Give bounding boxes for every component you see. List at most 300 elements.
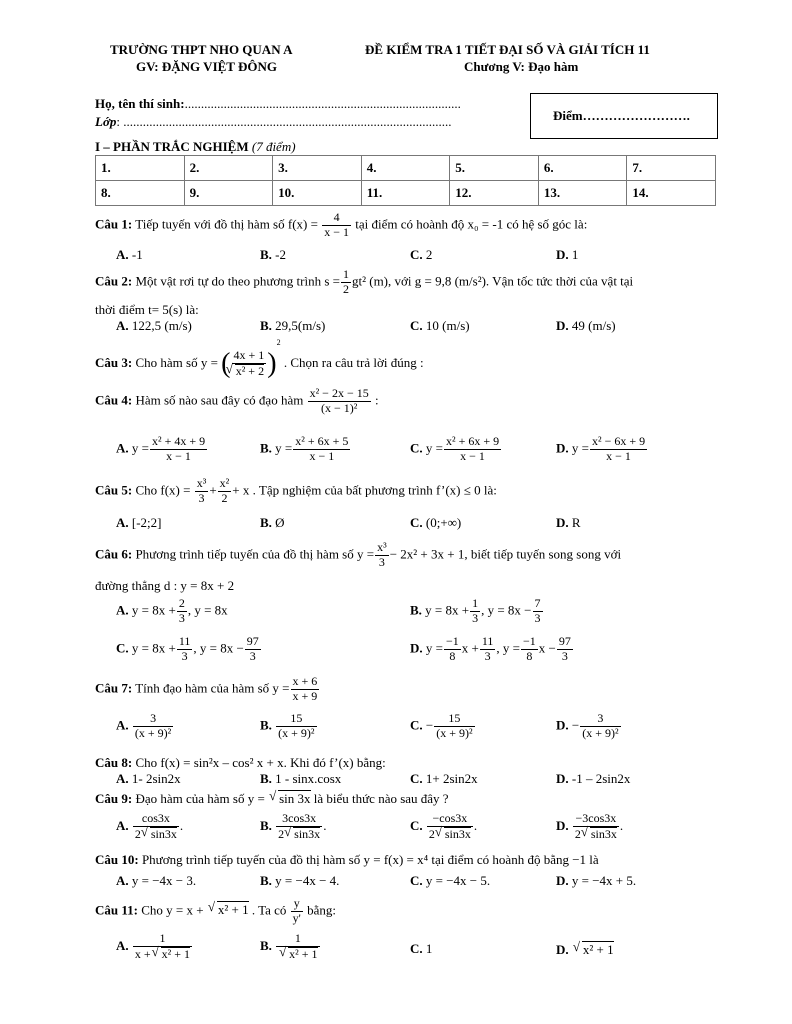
section-points: (7 điểm) bbox=[251, 139, 296, 154]
denominator: 3 bbox=[472, 610, 479, 625]
q1-option-d[interactable] bbox=[556, 247, 578, 263]
sqrt: √ sin 3x bbox=[278, 790, 310, 807]
question-text: Cho hàm số bbox=[135, 355, 198, 370]
answer-grid-row bbox=[96, 181, 716, 206]
option-text: y = −4x − 5. bbox=[425, 873, 491, 888]
question-text: Một vật rơi tự do theo phương trình bbox=[135, 273, 322, 289]
numerator: 15 bbox=[276, 712, 316, 727]
sqrt: √ x² + 1 bbox=[217, 901, 249, 918]
coefficient: 2 bbox=[278, 826, 285, 841]
denominator bbox=[133, 827, 179, 842]
question-text: biết tiếp tuyến song song với bbox=[470, 546, 622, 562]
option-lhs: y = bbox=[131, 440, 149, 456]
fraction bbox=[444, 635, 461, 664]
answer-grid bbox=[95, 155, 716, 206]
option-lhs: y = bbox=[275, 440, 293, 456]
question-label: Câu 8: bbox=[95, 755, 133, 770]
q11-option-c[interactable] bbox=[410, 941, 432, 957]
option-text: (0;+∞) bbox=[425, 515, 462, 530]
q11-option-a[interactable] bbox=[116, 932, 193, 962]
q4-option-a[interactable] bbox=[116, 435, 208, 464]
operator: + bbox=[209, 482, 217, 498]
fraction bbox=[133, 812, 179, 842]
q7-option-b[interactable] bbox=[260, 712, 318, 741]
fraction bbox=[245, 635, 261, 664]
question-5 bbox=[95, 477, 497, 506]
option-text: Ø bbox=[275, 515, 285, 530]
formula-lhs: y = bbox=[200, 355, 218, 370]
score-box bbox=[530, 93, 718, 139]
sqrt: √ x² + 2 bbox=[235, 364, 264, 379]
q8-option-b[interactable] bbox=[260, 771, 341, 787]
q1-option-a[interactable] bbox=[116, 247, 143, 263]
fraction bbox=[150, 435, 207, 464]
answer-cell[interactable]: 12. bbox=[450, 181, 539, 206]
numerator: x² − 2x − 15 bbox=[309, 386, 369, 400]
q8-option-a[interactable] bbox=[116, 771, 181, 787]
q10-option-d[interactable] bbox=[556, 873, 636, 889]
fraction bbox=[291, 675, 320, 704]
q6-option-c[interactable] bbox=[116, 635, 262, 664]
q1-option-c[interactable] bbox=[410, 247, 432, 263]
numerator: 1 bbox=[276, 932, 319, 947]
q1-option-b[interactable] bbox=[260, 247, 286, 263]
denominator: y' bbox=[292, 910, 301, 925]
option-text: y = −4x − 4. bbox=[275, 873, 340, 888]
option-text: y = 8x + bbox=[425, 602, 470, 618]
option-text: 1 bbox=[571, 247, 579, 262]
answer-cell[interactable]: 13. bbox=[538, 181, 627, 206]
option-key: A. bbox=[116, 873, 129, 888]
q5-option-d[interactable] bbox=[556, 515, 581, 531]
q9-option-d[interactable]: D. $\frac{-3\cos 3x}{2√ \sin 3x}$ . bbox=[556, 812, 623, 842]
q7-option-c[interactable] bbox=[410, 712, 476, 741]
option-key: A. bbox=[116, 717, 129, 733]
question-label: Câu 5: bbox=[95, 482, 133, 498]
fraction bbox=[291, 897, 303, 926]
q5-option-a[interactable] bbox=[116, 515, 162, 531]
fraction bbox=[533, 597, 543, 626]
answer-grid-row bbox=[96, 156, 716, 181]
option-key: B. bbox=[260, 717, 272, 733]
question-text: Hàm số nào sau đây có đạo hàm bbox=[135, 392, 304, 408]
question-text: . Chọn ra câu trả lời đúng : bbox=[283, 355, 424, 370]
option-key: B. bbox=[260, 318, 272, 333]
q2-option-b[interactable] bbox=[260, 318, 325, 334]
left-paren: ( bbox=[221, 348, 231, 380]
q11-option-b[interactable] bbox=[260, 932, 321, 962]
question-label: Câu 9: bbox=[95, 791, 133, 806]
numerator: x² bbox=[219, 476, 230, 490]
question-text: tại điểm có hoành độ x₀ = -1 có hệ số góc là: bbox=[355, 216, 588, 232]
sqrt: √ sin3x bbox=[444, 827, 471, 842]
numerator: 4x + 1 bbox=[233, 348, 265, 363]
option-text: x + bbox=[461, 640, 479, 656]
question-label: Câu 2: bbox=[95, 273, 133, 289]
denominator: (x + 9)² bbox=[436, 725, 473, 740]
question-text: đường thẳng bbox=[95, 578, 161, 593]
question-6 bbox=[95, 541, 621, 570]
option-key: A. bbox=[116, 247, 129, 262]
denominator: 3 bbox=[378, 554, 385, 569]
question-1 bbox=[95, 211, 587, 240]
fraction bbox=[427, 812, 473, 842]
denominator bbox=[573, 827, 619, 842]
option-text: 10 (m/s) bbox=[425, 318, 470, 333]
numerator: 1 bbox=[342, 267, 349, 281]
answer-cell[interactable]: 7. bbox=[627, 156, 716, 181]
fraction bbox=[521, 635, 538, 664]
fraction bbox=[133, 932, 192, 962]
question-label: Câu 7: bbox=[95, 680, 133, 696]
q10-option-a[interactable] bbox=[116, 873, 196, 889]
name-label: Họ, tên thí sinh: bbox=[95, 96, 185, 111]
option-text: , y = 8x − bbox=[481, 602, 532, 618]
question-11 bbox=[95, 897, 336, 926]
option-key: B. bbox=[260, 771, 272, 786]
option-key: B. bbox=[260, 440, 272, 456]
option-text: 2 bbox=[425, 247, 433, 262]
q9-option-b[interactable]: B. $\frac{3\cos 3x}{2√ \sin 3x}$ . bbox=[260, 812, 326, 842]
question-label: Câu 11: bbox=[95, 902, 138, 918]
right-paren: ) bbox=[267, 348, 277, 380]
option-key: A. bbox=[116, 602, 129, 618]
q8-option-d[interactable] bbox=[556, 771, 630, 787]
option-key: D. bbox=[556, 247, 569, 262]
denominator: (x − 1)² bbox=[320, 400, 358, 415]
question-text: : bbox=[374, 392, 379, 408]
class-label: Lớp bbox=[95, 114, 117, 129]
denominator: 3 bbox=[249, 648, 256, 663]
q11-option-d[interactable] bbox=[556, 941, 614, 958]
fraction bbox=[444, 435, 501, 464]
option-key: C. bbox=[410, 515, 423, 530]
question-text: Cho f(x) = sin²x – cos² x + x. Khi đó f’(x) bằng: bbox=[135, 755, 386, 770]
sqrt: √ sin3x bbox=[293, 827, 320, 842]
option-text: -1 bbox=[131, 247, 143, 262]
option-text: -2 bbox=[275, 247, 287, 262]
fraction bbox=[470, 597, 480, 626]
option-text: 122,5 (m/s) bbox=[131, 318, 192, 333]
option-key: B. bbox=[260, 873, 272, 888]
fraction bbox=[276, 932, 319, 962]
numerator: −1 bbox=[523, 634, 536, 648]
option-text: y = 8x + bbox=[131, 640, 176, 656]
denominator: x − 1 bbox=[324, 224, 349, 239]
teacher-name: GV: ĐẶNG VIỆT ĐÔNG bbox=[136, 59, 277, 74]
coefficient: 2 bbox=[428, 826, 435, 841]
answer-cell[interactable]: 11. bbox=[361, 181, 450, 206]
option-text: y = −4x − 3. bbox=[131, 873, 197, 888]
option-key: A. bbox=[116, 771, 129, 786]
line-equation: d : y = 8x + 2 bbox=[163, 578, 235, 593]
option-text: 1 - sinx.cosx bbox=[275, 771, 342, 786]
q6-option-b[interactable] bbox=[410, 597, 544, 626]
option-text: 29,5(m/s) bbox=[275, 318, 326, 333]
numerator: 97 bbox=[246, 634, 259, 648]
section-title bbox=[95, 139, 296, 155]
option-text: 1+ 2sin2x bbox=[425, 771, 478, 786]
option-text: x − bbox=[538, 640, 556, 656]
numerator: −cos3x bbox=[427, 812, 473, 827]
numerator: 3cos3x bbox=[276, 812, 322, 827]
option-key: D. bbox=[556, 771, 569, 786]
denominator: 3 bbox=[534, 610, 541, 625]
class-dots: : ..................................................................................................... bbox=[116, 114, 452, 129]
numerator: 97 bbox=[558, 634, 571, 648]
numerator: x³ bbox=[377, 540, 387, 554]
denominator: 3 bbox=[178, 610, 185, 625]
option-text: , y = bbox=[496, 640, 521, 656]
sqrt: √ sin3x bbox=[150, 827, 177, 842]
question-3 bbox=[95, 338, 424, 379]
denominator: x − 1 bbox=[460, 448, 485, 463]
fraction bbox=[590, 435, 647, 464]
question-text: Tính đạo hàm của hàm số bbox=[135, 680, 270, 696]
numerator: 11 bbox=[178, 634, 191, 648]
numerator: −3cos3x bbox=[573, 812, 619, 827]
option-key: A. bbox=[116, 318, 129, 333]
sqrt: √ x² + 1 bbox=[582, 941, 614, 958]
option-sign: − bbox=[425, 717, 434, 733]
answer-cell[interactable]: 1. bbox=[96, 156, 185, 181]
student-class-line[interactable] bbox=[95, 114, 452, 130]
answer-cell[interactable]: 3. bbox=[273, 156, 362, 181]
fraction bbox=[195, 477, 209, 506]
option-key: B. bbox=[260, 515, 272, 530]
question-10 bbox=[95, 852, 599, 868]
answer-cell[interactable]: 8. bbox=[96, 181, 185, 206]
question-2-cont: thời điểm t= 5(s) là: bbox=[95, 302, 199, 317]
chapter-title: Chương V: Đạo hàm bbox=[464, 59, 579, 74]
fraction bbox=[177, 597, 187, 626]
name-dots: ..................................................................................... bbox=[184, 96, 461, 111]
option-text: y = bbox=[425, 640, 443, 656]
fraction bbox=[434, 712, 474, 741]
answer-cell[interactable]: 10. bbox=[273, 181, 362, 206]
answer-cell[interactable]: 6. bbox=[538, 156, 627, 181]
option-key: D. bbox=[556, 873, 569, 888]
question-label: Câu 10: bbox=[95, 852, 139, 867]
numerator: 4 bbox=[322, 211, 351, 226]
fraction bbox=[341, 268, 351, 297]
sqrt: √ sin3x bbox=[590, 827, 617, 842]
question-text: với g = 9,8 (m/s²). Vận tốc tức thời của vật tại bbox=[394, 273, 634, 289]
coefficient: 2 bbox=[134, 826, 141, 841]
question-text: Đạo hàm của hàm số bbox=[135, 791, 245, 806]
denominator: x − 1 bbox=[606, 448, 631, 463]
option-text: [-2;2] bbox=[131, 515, 162, 530]
numerator: 7 bbox=[534, 596, 541, 610]
numerator: 1 bbox=[472, 596, 479, 610]
fraction bbox=[573, 812, 619, 842]
option-key: C. bbox=[410, 318, 423, 333]
fraction bbox=[322, 211, 351, 240]
fraction bbox=[375, 541, 389, 570]
denominator: x − 1 bbox=[309, 448, 335, 463]
fraction bbox=[218, 477, 232, 506]
q2-option-a[interactable] bbox=[116, 318, 192, 334]
q7-option-a[interactable] bbox=[116, 712, 174, 741]
option-text: R bbox=[571, 515, 581, 530]
q4-option-d[interactable] bbox=[556, 435, 648, 464]
denominator: (x + 9)² bbox=[134, 725, 172, 740]
question-text: Cho y = bbox=[141, 902, 184, 918]
formula-part: x + bbox=[186, 902, 204, 918]
question-8 bbox=[95, 755, 386, 771]
answer-cell[interactable]: 14. bbox=[627, 181, 716, 206]
numerator: cos3x bbox=[133, 812, 179, 827]
option-text: y = −4x + 5. bbox=[571, 873, 637, 888]
numerator: 3 bbox=[133, 712, 173, 727]
formula-lhs: y = bbox=[272, 680, 290, 696]
option-text: 1- 2sin2x bbox=[131, 771, 181, 786]
option-key: D. bbox=[556, 515, 569, 530]
q5-option-b[interactable] bbox=[260, 515, 285, 531]
option-key: A. bbox=[116, 937, 129, 953]
numerator: 1 bbox=[133, 932, 192, 947]
option-key: C. bbox=[410, 440, 423, 456]
question-2 bbox=[95, 268, 633, 297]
option-key: D. bbox=[556, 942, 569, 957]
fraction bbox=[308, 387, 371, 416]
option-key: C. bbox=[116, 640, 129, 656]
denominator: (x + 9)² bbox=[582, 725, 619, 740]
question-text: . Tập nghiệm của bất phương trình f’(x) ≤ 0 là: bbox=[252, 482, 497, 498]
numerator: x² + 6x + 9 bbox=[445, 434, 500, 448]
formula-tail: − 2x² + 3x + 1, bbox=[389, 546, 468, 562]
denominator: 3 bbox=[181, 648, 188, 663]
student-name-line[interactable] bbox=[95, 96, 461, 112]
denominator: 3 bbox=[561, 648, 568, 663]
option-text: y = 8x + bbox=[131, 602, 176, 618]
option-key: D. bbox=[556, 440, 569, 456]
q8-option-c[interactable] bbox=[410, 771, 478, 787]
option-key: D. bbox=[410, 640, 423, 656]
question-4 bbox=[95, 387, 379, 416]
fraction bbox=[276, 712, 316, 741]
option-text: -1 – 2sin2x bbox=[571, 771, 631, 786]
answer-cell[interactable]: 2. bbox=[184, 156, 273, 181]
denominator bbox=[427, 827, 473, 842]
option-key: D. bbox=[556, 318, 569, 333]
denominator: 8 bbox=[526, 648, 533, 663]
q10-option-c[interactable] bbox=[410, 873, 490, 889]
question-9 bbox=[95, 790, 449, 807]
option-text: , y = 8x bbox=[187, 602, 228, 618]
question-text: Phương trình tiếp tuyến của đồ thị hàm số bbox=[135, 546, 354, 562]
denominator bbox=[232, 364, 267, 379]
denominator: x + 9 bbox=[292, 688, 318, 703]
q7-option-d[interactable] bbox=[556, 712, 622, 741]
question-7 bbox=[95, 675, 320, 704]
option-key: B. bbox=[260, 247, 272, 262]
section-heading: I – PHẦN TRẮC NGHIỆM bbox=[95, 139, 249, 154]
option-key: C. bbox=[410, 717, 423, 733]
denominator bbox=[133, 947, 192, 962]
question-text: Cho f(x) = bbox=[135, 482, 191, 498]
fraction bbox=[232, 349, 267, 379]
question-label: Câu 3: bbox=[95, 355, 133, 370]
denominator: 3 bbox=[484, 648, 491, 663]
denominator: x − 1 bbox=[166, 448, 191, 463]
numerator: 11 bbox=[481, 634, 494, 648]
question-text: . Ta có bbox=[251, 902, 287, 918]
coefficient: 2 bbox=[574, 826, 581, 841]
option-key: A. bbox=[116, 440, 129, 456]
option-key: C. bbox=[410, 817, 423, 833]
question-text: Phương trình tiếp tuyến của đồ thị hàm số y = f(x) = x⁴ tại điểm có hoành độ bằng −1 là bbox=[141, 852, 599, 867]
numerator: 2 bbox=[178, 596, 185, 610]
option-key: C. bbox=[410, 873, 423, 888]
numerator: x³ bbox=[196, 476, 207, 490]
q4-option-c[interactable] bbox=[410, 435, 502, 464]
question-6-cont bbox=[95, 578, 234, 594]
denominator-text: x + bbox=[134, 946, 151, 961]
denominator: 3 bbox=[198, 490, 205, 505]
question-text: bằng: bbox=[307, 902, 336, 918]
numerator: x² − 6x + 9 bbox=[591, 434, 646, 448]
exponent: 2 bbox=[276, 338, 281, 347]
q10-option-b[interactable] bbox=[260, 873, 339, 889]
answer-cell[interactable]: 5. bbox=[450, 156, 539, 181]
q6-option-d[interactable] bbox=[410, 635, 574, 664]
formula-lhs: y = bbox=[247, 791, 265, 806]
numerator: y bbox=[291, 897, 303, 912]
question-label: Câu 1: bbox=[95, 216, 133, 232]
denominator: 2 bbox=[221, 490, 228, 505]
sqrt: √ x² + 1 bbox=[161, 947, 190, 962]
option-text: 49 (m/s) bbox=[571, 318, 616, 333]
option-text: , y = 8x − bbox=[193, 640, 244, 656]
denominator bbox=[276, 827, 322, 842]
numerator: 3 bbox=[580, 712, 620, 727]
q4-option-b[interactable] bbox=[260, 435, 351, 464]
q9-option-c[interactable]: C. $\frac{-\cos 3x}{2√ \sin 3x}$ . bbox=[410, 812, 477, 842]
denominator: 2 bbox=[342, 281, 349, 296]
formula-tail: + x bbox=[232, 482, 250, 498]
answer-cell[interactable]: 9. bbox=[184, 181, 273, 206]
fraction bbox=[293, 435, 350, 464]
option-key: B. bbox=[260, 937, 272, 953]
option-key: D. bbox=[556, 717, 569, 733]
q2-option-d[interactable] bbox=[556, 318, 616, 334]
option-sign: − bbox=[571, 717, 580, 733]
q5-option-c[interactable] bbox=[410, 515, 461, 531]
q6-option-a[interactable] bbox=[116, 597, 228, 626]
fraction bbox=[557, 635, 573, 664]
option-text: 1 bbox=[425, 941, 433, 956]
option-key: B. bbox=[410, 602, 422, 618]
school-name: TRƯỜNG THPT NHO QUAN A bbox=[110, 42, 293, 57]
numerator: x² + 6x + 5 bbox=[295, 434, 349, 448]
answer-cell[interactable]: 4. bbox=[361, 156, 450, 181]
formula-lhs: s = bbox=[324, 273, 340, 289]
question-text: Tiếp tuyến với đồ thị hàm số f(x) = bbox=[135, 216, 318, 232]
q2-option-c[interactable] bbox=[410, 318, 470, 334]
numerator: x + 6 bbox=[292, 674, 318, 688]
fraction bbox=[580, 712, 620, 741]
option-key: C. bbox=[410, 247, 423, 262]
question-text: là biểu thức nào sau đây ? bbox=[313, 791, 449, 806]
numerator: −1 bbox=[445, 634, 459, 648]
option-key: C. bbox=[410, 771, 423, 786]
denominator bbox=[276, 947, 319, 962]
option-key: A. bbox=[116, 817, 129, 833]
question-label: Câu 6: bbox=[95, 546, 133, 562]
denominator: 8 bbox=[449, 648, 456, 663]
q9-option-a[interactable]: A. $\frac{\cos 3x}{2√ \sin 3x}$ . bbox=[116, 812, 183, 842]
